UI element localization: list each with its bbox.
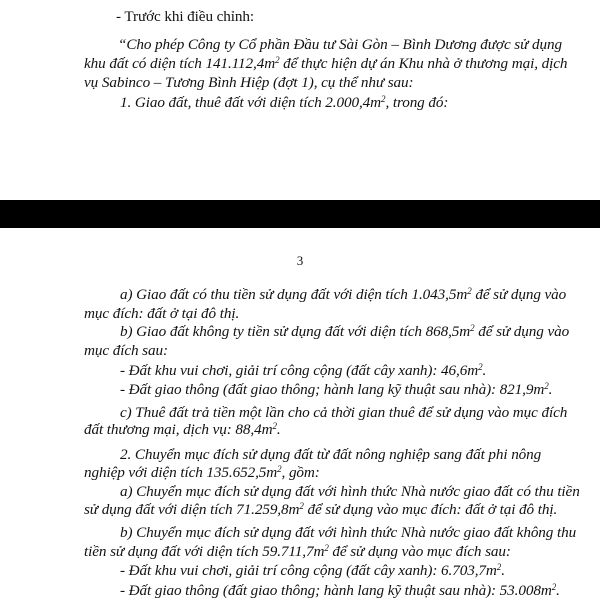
text-line: b) Chuyển mục đích sử dụng đất với hình thức Nhà nước giao đất không thu xyxy=(120,524,577,541)
document-page-top xyxy=(0,0,600,200)
text-line: nghiệp với diện tích $135.652,5m^2$, gồm: xyxy=(84,464,320,481)
text-line: sử dụng đất với diện tích $71.259,8m^2$ để sử dụng vào mục đích: đất ở tại đô thị. xyxy=(84,501,558,518)
text-line: a) Chuyển mục đích sử dụng đất với hình thức Nhà nước giao đất có thu tiền xyxy=(120,483,580,500)
text-line: - Đất giao thông (đất giao thông; hành lang kỹ thuật sau nhà): $821,9m^2$. xyxy=(120,381,553,398)
text-line: - Đất khu vui chơi, giải trí công cộng (đất cây xanh): $46,6m^2$. xyxy=(120,362,487,379)
text-line: vụ Sabinco – Tương Bình Hiệp (đợt 1), cụ thể như sau: xyxy=(84,74,414,91)
page-number: 3 xyxy=(296,253,304,268)
text-line: 1. Giao đất, thuê đất với diện tích $2.000,4m^2$, trong đó: xyxy=(120,94,449,111)
text-line: 2. Chuyển mục đích sử dụng đất từ đất nông nghiệp sang đất phi nông xyxy=(120,446,542,463)
text-line: mục đích: đất ở tại đô thị. xyxy=(84,305,240,322)
text-line: “Cho phép Công ty Cổ phần Đầu tư Sài Gòn – Bình Dương được sử dụng xyxy=(118,36,562,53)
text-line: đất thương mại, dịch vụ: $88,4m^2$. xyxy=(84,421,281,438)
text-line: mục đích sau: xyxy=(84,342,168,359)
document-page-bottom xyxy=(0,228,600,600)
page-separator xyxy=(0,200,600,228)
text-line: a) Giao đất có thu tiền sử dụng đất với diện tích $1.043,5m^2$ để sử dụng vào xyxy=(120,286,567,303)
text-line: - Đất giao thông (đất giao thông; hành lang kỹ thuật sau nhà): $53.008m^2$. xyxy=(120,582,560,599)
text-line: - Trước khi điều chỉnh: xyxy=(116,8,254,25)
text-line: b) Giao đất không ty tiền sử dụng đất với diện tích $868,5m^2$ để sử dụng vào xyxy=(120,323,570,340)
text-line: - Đất khu vui chơi, giải trí công cộng (đất cây xanh): $6.703,7m^2$. xyxy=(120,562,505,579)
text-line: tiền sử dụng đất với diện tích $59.711,7m^2$ để sử dụng vào mục đích sau: xyxy=(84,543,511,560)
text-line: c) Thuê đất trả tiền một lần cho cả thời gian thuê để sử dụng vào mục đích xyxy=(120,404,568,421)
text-line: khu đất có diện tích $141.112,4m^2$ để thực hiện dự án Khu nhà ở thương mại, dịch xyxy=(84,55,568,72)
